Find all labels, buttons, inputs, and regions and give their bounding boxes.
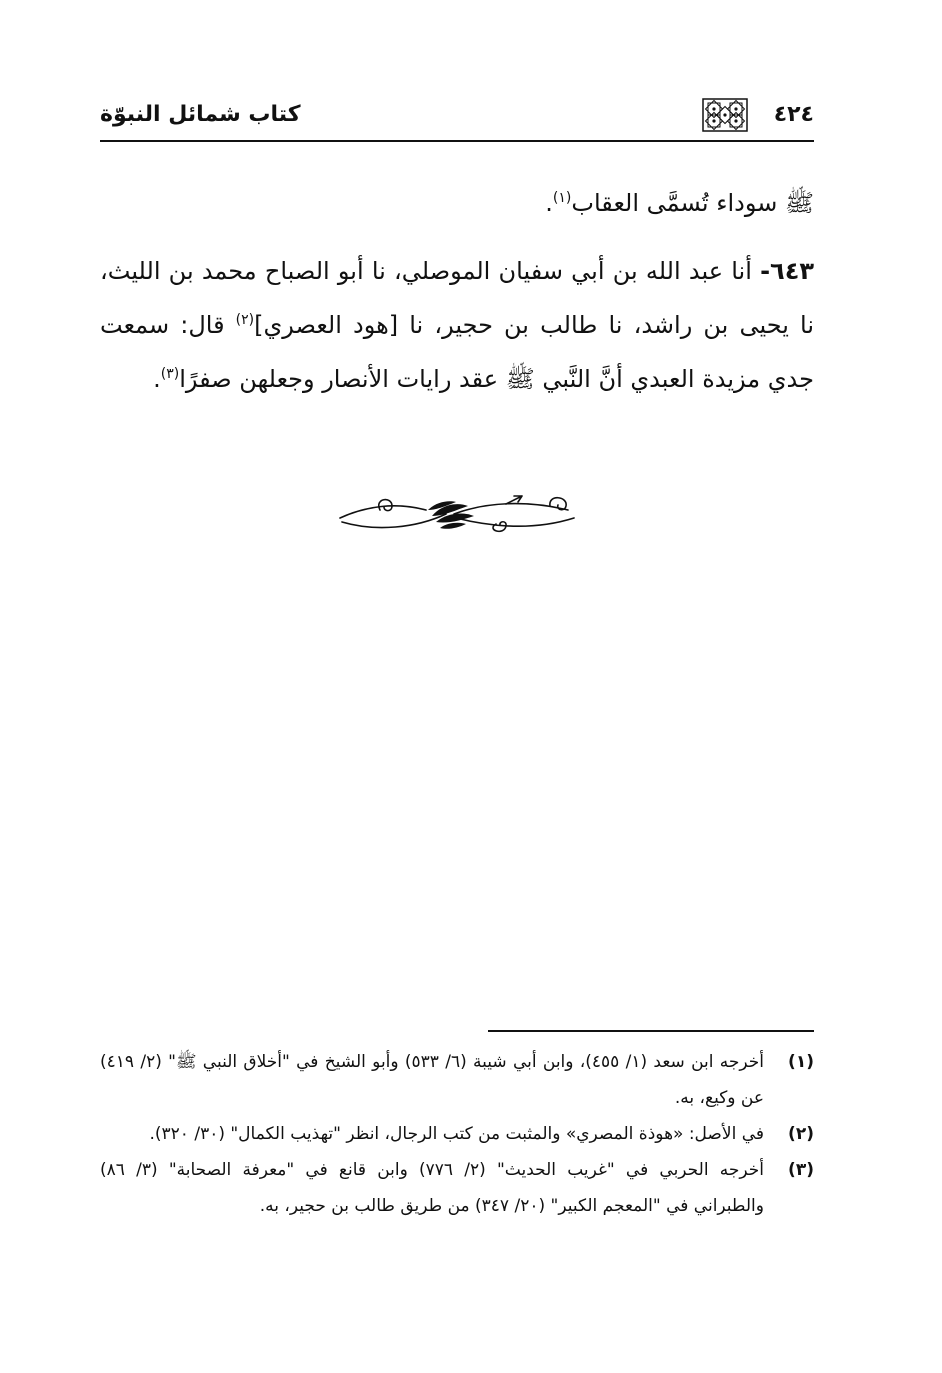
footnote-1 (100, 1044, 814, 1116)
footnote-number: (٣) (788, 1160, 814, 1180)
footnote-ref-1: (١) (552, 190, 572, 206)
hadith-number: ٦٤٣- (760, 257, 814, 285)
continuation-paragraph (100, 176, 814, 230)
book-title: كتاب شمائل النبوّة (100, 102, 301, 127)
page-number: ٤٢٤ (773, 102, 814, 127)
footnote-number: (١) (788, 1052, 814, 1072)
continuation-end: . (545, 189, 553, 217)
hadith-end: . (153, 365, 161, 393)
footnote-text: في الأصل: «هوذة المصري» والمثبت من كتب الرجال، انظر "تهذيب الكمال" (٣٠/ ٣٢٠). (149, 1124, 764, 1144)
floral-divider-ornament-icon (336, 488, 580, 538)
running-header (100, 98, 814, 140)
footnote-text: أخرجه ابن سعد (١/ ٤٥٥)، وابن أبي شيبة (٦/ ٥٣٣) وأبو الشيخ في "أخلاق النبي ﷺ" (٢/ ٤١٩) عن وكيع، به. (100, 1052, 765, 1108)
geometric-star-ornament-icon (702, 98, 748, 132)
footnotes (100, 1044, 814, 1224)
hadith-text-part1: أنا عبد الله بن أبي سفيان الموصلي، نا أبو الصباح محمد بن الليث، نا يحيى بن راشد، نا طالب بن حجير، نا [هود العصري] (100, 257, 814, 339)
footnote-number: (٢) (788, 1124, 814, 1144)
hadith-paragraph (100, 244, 814, 406)
continuation-text: ﷺ سوداء تُسمَّى العقاب (571, 189, 814, 217)
footnote-ref-3: (٣) (160, 366, 180, 382)
main-text (100, 176, 814, 406)
footnote-rule (488, 1030, 814, 1032)
header-rule (100, 140, 814, 142)
footnote-text: أخرجه الحربي في "غريب الحديث" (٢/ ٧٧٦) وابن قانع في "معرفة الصحابة" (٣/ ٨٦) والطبراني في "المعجم الكبير" (٢٠/ ٣٤٧) من طريق طالب بن حجير، به. (100, 1160, 764, 1216)
footnote-2 (100, 1116, 814, 1152)
footnote-3 (100, 1152, 814, 1224)
footnote-ref-2: (٢) (235, 312, 255, 328)
hadith-text-part2: قال: سمعت جدي مزيدة العبدي أنَّ النَّبي ﷺ عقد رايات الأنصار وجعلهن صفرًا (100, 311, 814, 393)
